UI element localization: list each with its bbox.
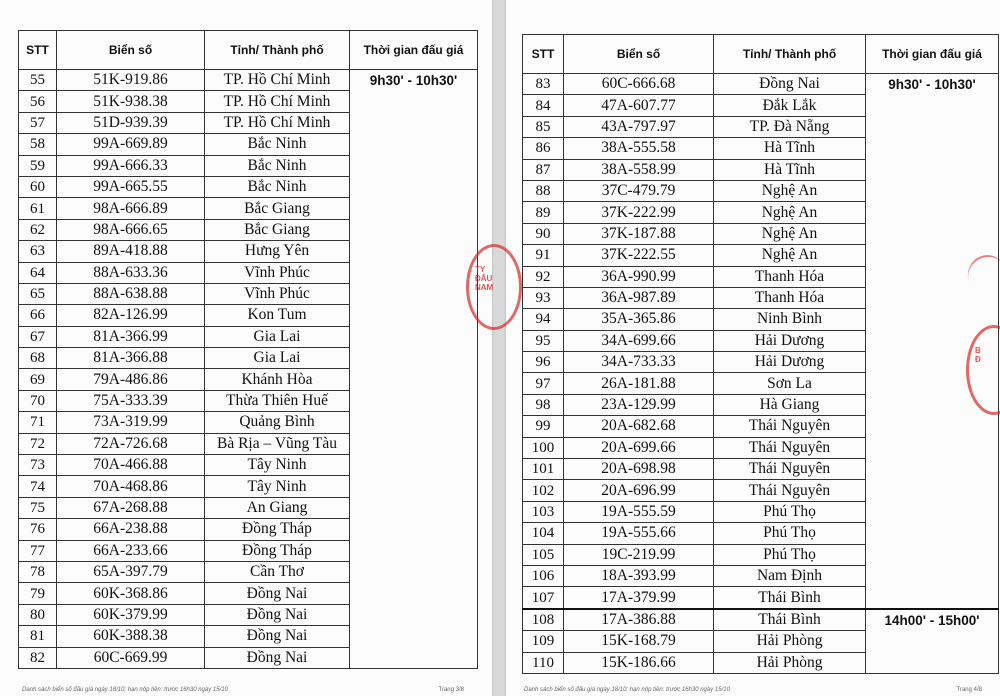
row-stt: 71 [19,412,57,433]
row-plate: 60C-666.68 [564,74,714,95]
row-stt: 93 [523,287,564,308]
row-stt: 94 [523,309,564,330]
row-stt: 99 [523,416,564,437]
page-footer-note: Danh sách biển số đấu giá ngày 18/10; hạn nộp tiền: trước 16h30 ngày 15/10 [524,687,730,693]
row-province: Cần Thơ [205,561,350,582]
row-plate: 60K-379.99 [57,604,205,625]
row-stt: 82 [19,647,57,668]
row-stt: 70 [19,390,57,411]
row-plate: 88A-633.36 [57,262,205,283]
row-stt: 56 [19,91,57,112]
row-plate: 51K-938.38 [57,91,205,112]
row-province: Thanh Hóa [714,287,866,308]
row-plate: 18A-393.99 [564,565,714,586]
row-plate: 47A-607.77 [564,95,714,116]
row-stt: 65 [19,283,57,304]
row-stt: 90 [523,223,564,244]
row-plate: 81A-366.99 [57,326,205,347]
row-plate: 81A-366.88 [57,348,205,369]
auction-time-slot: 9h30' - 10h30' [350,70,478,669]
auction-time-slot: 9h30' - 10h30' [866,74,999,609]
row-stt: 98 [523,394,564,415]
header-time: Thời gian đấu giá [866,35,999,74]
row-stt: 96 [523,352,564,373]
plate-table-left [18,30,478,669]
row-province: Bắc Ninh [205,155,350,176]
row-province: Đồng Tháp [205,519,350,540]
row-plate: 20A-696.99 [564,480,714,501]
row-province: Phú Thọ [714,544,866,565]
row-plate: 43A-797.97 [564,116,714,137]
row-stt: 55 [19,70,57,91]
row-plate: 38A-558.99 [564,159,714,180]
row-plate: 79A-486.86 [57,369,205,390]
row-province: Thanh Hóa [714,266,866,287]
row-plate: 70A-466.88 [57,455,205,476]
row-province: Thái Nguyên [714,480,866,501]
header-province: Tỉnh/ Thành phố [714,35,866,74]
table-row [523,74,999,95]
row-stt: 92 [523,266,564,287]
row-plate: 99A-666.33 [57,155,205,176]
row-plate: 34A-699.66 [564,330,714,351]
row-plate: 17A-379.99 [564,587,714,609]
row-stt: 101 [523,459,564,480]
row-province: Bắc Giang [205,198,350,219]
row-plate: 98A-666.89 [57,198,205,219]
row-province: Phú Thọ [714,501,866,522]
header-province: Tỉnh/ Thành phố [205,31,350,70]
row-plate: 15K-186.66 [564,652,714,673]
row-province: Hà Tĩnh [714,138,866,159]
row-plate: 99A-669.89 [57,134,205,155]
row-plate: 38A-555.58 [564,138,714,159]
row-province: Tây Ninh [205,455,350,476]
row-plate: 98A-666.65 [57,219,205,240]
row-plate: 15K-168.79 [564,631,714,652]
row-province: TP. Đà Nẵng [714,116,866,137]
table-row [523,609,999,631]
row-province: Vĩnh Phúc [205,262,350,283]
row-plate: 26A-181.88 [564,373,714,394]
document-page-right [506,0,1000,696]
row-plate: 51K-919.86 [57,70,205,91]
plate-table-right [522,34,999,674]
row-plate: 65A-397.79 [57,561,205,582]
header-plate: Biển số [57,31,205,70]
table-row [19,70,478,91]
row-province: Hải Dương [714,352,866,373]
auction-time-slot: 14h00' - 15h00' [866,609,999,674]
row-stt: 57 [19,112,57,133]
table-header-row [19,31,478,70]
row-stt: 109 [523,631,564,652]
row-plate: 72A-726.68 [57,433,205,454]
row-province: Phú Thọ [714,523,866,544]
page-number: Trang 4/8 [956,687,982,693]
row-stt: 79 [19,583,57,604]
row-plate: 37K-222.99 [564,202,714,223]
row-plate: 60K-368.86 [57,583,205,604]
row-stt: 84 [523,95,564,116]
row-province: Đồng Nai [205,604,350,625]
row-province: Hà Tĩnh [714,159,866,180]
row-province: Khánh Hòa [205,369,350,390]
row-stt: 69 [19,369,57,390]
row-plate: 17A-386.88 [564,609,714,631]
row-province: Thái Nguyên [714,437,866,458]
row-province: TP. Hồ Chí Minh [205,70,350,91]
header-time: Thời gian đấu giá [350,31,478,70]
row-province: Bắc Giang [205,219,350,240]
row-plate: 20A-699.66 [564,437,714,458]
row-stt: 100 [523,437,564,458]
row-stt: 77 [19,540,57,561]
document-page-left [0,0,492,696]
row-stt: 85 [523,116,564,137]
row-stt: 78 [19,561,57,582]
row-stt: 107 [523,587,564,609]
row-province: Hải Dương [714,330,866,351]
row-province: Hưng Yên [205,241,350,262]
row-province: TP. Hồ Chí Minh [205,112,350,133]
row-stt: 87 [523,159,564,180]
row-stt: 74 [19,476,57,497]
row-plate: 70A-468.86 [57,476,205,497]
page-footer-note: Danh sách biển số đấu giá ngày 18/10; hạn nộp tiền: trước 16h30 ngày 15/10 [22,687,228,693]
row-province: Thái Nguyên [714,459,866,480]
row-province: Gia Lai [205,348,350,369]
row-stt: 105 [523,544,564,565]
row-stt: 60 [19,176,57,197]
row-plate: 51D-939.39 [57,112,205,133]
row-stt: 108 [523,609,564,631]
row-province: Thái Bình [714,609,866,631]
row-stt: 64 [19,262,57,283]
row-plate: 36A-990.99 [564,266,714,287]
row-province: Kon Tum [205,305,350,326]
row-province: Sơn La [714,373,866,394]
row-plate: 20A-698.98 [564,459,714,480]
row-stt: 73 [19,455,57,476]
row-province: Đồng Nai [205,626,350,647]
row-stt: 103 [523,501,564,522]
row-stt: 106 [523,565,564,586]
row-province: Thái Nguyên [714,416,866,437]
row-stt: 89 [523,202,564,223]
row-plate: 66A-233.66 [57,540,205,561]
plate-table-body-right [523,74,999,674]
row-plate: 23A-129.99 [564,394,714,415]
row-plate: 67A-268.88 [57,497,205,518]
row-plate: 36A-987.89 [564,287,714,308]
row-province: Nghệ An [714,223,866,244]
row-province: Đắk Lắk [714,95,866,116]
row-stt: 97 [523,373,564,394]
row-stt: 81 [19,626,57,647]
row-plate: 60K-388.38 [57,626,205,647]
header-plate: Biển số [564,35,714,74]
row-stt: 59 [19,155,57,176]
row-plate: 66A-238.88 [57,519,205,540]
row-province: Thái Bình [714,587,866,609]
row-stt: 83 [523,74,564,95]
red-seal-stamp: TY ĐẤU NAM [466,244,522,330]
row-province: Nghệ An [714,202,866,223]
row-province: Gia Lai [205,326,350,347]
row-plate: 19A-555.66 [564,523,714,544]
red-seal-stamp: B Đ [966,325,1000,415]
row-plate: 19A-555.59 [564,501,714,522]
row-stt: 63 [19,241,57,262]
row-province: Bắc Ninh [205,176,350,197]
row-stt: 66 [19,305,57,326]
page-number: Trang 3/8 [438,687,464,693]
row-stt: 88 [523,180,564,201]
row-province: Tây Ninh [205,476,350,497]
row-stt: 67 [19,326,57,347]
row-stt: 80 [19,604,57,625]
row-province: Bà Rịa – Vũng Tàu [205,433,350,454]
row-plate: 73A-319.99 [57,412,205,433]
row-province: Nam Định [714,565,866,586]
row-stt: 61 [19,198,57,219]
row-plate: 89A-418.88 [57,241,205,262]
row-province: Đồng Nai [714,74,866,95]
row-province: TP. Hồ Chí Minh [205,91,350,112]
row-stt: 62 [19,219,57,240]
row-plate: 60C-669.99 [57,647,205,668]
row-plate: 20A-682.68 [564,416,714,437]
row-province: Hà Giang [714,394,866,415]
row-province: Đồng Nai [205,583,350,604]
row-stt: 68 [19,348,57,369]
header-stt: STT [523,35,564,74]
row-province: Thừa Thiên Huế [205,390,350,411]
row-plate: 37K-222.55 [564,245,714,266]
row-plate: 37K-187.88 [564,223,714,244]
row-province: Hải Phòng [714,652,866,673]
row-province: Đồng Tháp [205,540,350,561]
row-stt: 104 [523,523,564,544]
row-plate: 35A-365.86 [564,309,714,330]
row-province: Quảng Bình [205,412,350,433]
row-province: Vĩnh Phúc [205,283,350,304]
row-province: Hải Phòng [714,631,866,652]
plate-table-body-left [19,70,478,669]
row-plate: 88A-638.88 [57,283,205,304]
row-stt: 72 [19,433,57,454]
row-stt: 102 [523,480,564,501]
row-province: Ninh Bình [714,309,866,330]
row-province: Bắc Ninh [205,134,350,155]
row-plate: 19C-219.99 [564,544,714,565]
row-plate: 99A-665.55 [57,176,205,197]
row-stt: 75 [19,497,57,518]
table-header-row [523,35,999,74]
row-province: An Giang [205,497,350,518]
header-stt: STT [19,31,57,70]
row-stt: 95 [523,330,564,351]
row-stt: 110 [523,652,564,673]
row-province: Nghệ An [714,245,866,266]
row-stt: 86 [523,138,564,159]
row-province: Nghệ An [714,180,866,201]
row-stt: 76 [19,519,57,540]
row-plate: 82A-126.99 [57,305,205,326]
row-stt: 91 [523,245,564,266]
row-plate: 75A-333.39 [57,390,205,411]
row-province: Đồng Nai [205,647,350,668]
row-stt: 58 [19,134,57,155]
row-plate: 34A-733.33 [564,352,714,373]
row-plate: 37C-479.79 [564,180,714,201]
